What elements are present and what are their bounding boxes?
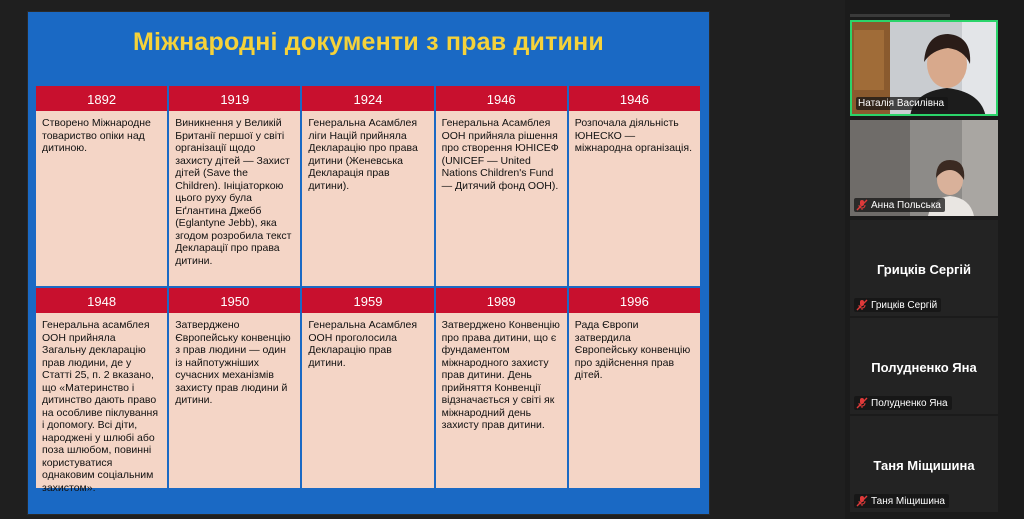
timeline-cell: [436, 86, 567, 286]
timeline-year: 1946: [436, 86, 567, 113]
participant-name: Полудненко Яна: [871, 397, 948, 409]
timeline-cell: [569, 86, 700, 286]
participant-tile[interactable]: [850, 416, 998, 512]
participant-name: Таня Міщишина: [871, 495, 945, 507]
timeline-text: Генеральна Асамблея ООН проголосила Декларацію прав дитини.: [308, 319, 418, 369]
participant-name: Наталія Василівна: [858, 98, 945, 109]
timeline-year: 1892: [36, 86, 167, 113]
timeline-year: 1996: [569, 288, 700, 315]
participant-display-name: Грицків Сергій: [876, 262, 972, 277]
timeline-year: 1946: [569, 86, 700, 113]
timeline-year: 1924: [302, 86, 433, 113]
timeline-text: Генеральна Асамблея ліги Націй прийняла Декларацію про права дитини (Женевська Декларація прав дитини).: [308, 117, 418, 192]
timeline-text: Генеральна Асамблея ООН прийняла рішення про створення ЮНІСЕФ (UNICEF — United Nations Children's Fund — Дитячий фонд ООН).: [441, 117, 559, 192]
participant-label: [854, 298, 941, 312]
timeline-text: Виникнення у Великій Британії першої у світі організації щодо захисту дітей — Захист дітей (Save the Children). Ініціаторкою цього руху була Еґлантина Джебб (Eglantyne Jebb), яка згодом розробила текст Декларації про права дитини.: [175, 117, 292, 267]
timeline-year: 1919: [169, 86, 300, 113]
participant-name: Анна Польська: [871, 199, 941, 211]
timeline-text: Розпочала діяльність ЮНЕСКО — міжнародна організація.: [574, 117, 692, 154]
mic-muted-icon: [856, 299, 868, 311]
timeline-cell: [302, 86, 433, 286]
timeline-cell: [36, 288, 167, 494]
participant-label: [856, 97, 948, 110]
timeline-cell: [436, 288, 567, 488]
panel-scroll-indicator[interactable]: [850, 14, 950, 17]
participant-display-name: Таня Міщишина: [873, 458, 975, 473]
participant-label: [854, 396, 952, 410]
mic-muted-icon: [856, 199, 868, 211]
timeline-text: Затверджено Конвенцію про права дитини, що є фундаментом міжнародного захисту прав дитини. День прийняття Конвенції відзначається у світі як міжнародний день захисту прав дитини.: [441, 319, 560, 431]
participant-label: [854, 494, 949, 508]
timeline-year: 1948: [36, 288, 167, 315]
timeline-cell: [569, 288, 700, 488]
timeline-year: 1950: [169, 288, 300, 315]
participant-tile[interactable]: [850, 120, 998, 216]
timeline-cell: [169, 86, 300, 286]
mic-muted-icon: [856, 495, 868, 507]
participant-tile[interactable]: [850, 220, 998, 316]
slide-title: Міжнародні документи з прав дитини: [133, 28, 604, 56]
timeline-text: Генеральна асамблея ООН прийняла Загальну декларацію прав людини, де у Статті 25, п. 2 вказано, що «Материнство і дитинство дають право на особливе піклування і допомогу. Всі діти, народжені у шлюбі або поза шлюбом, повинні користуватися однаковим соціальним захистом».: [42, 319, 159, 494]
timeline-year: 1989: [436, 288, 567, 315]
participant-display-name: Полудненко Яна: [871, 360, 977, 375]
participant-tile[interactable]: [850, 318, 998, 414]
presentation-slide: [27, 11, 710, 515]
timeline-text: Створено Міжнародне товариство опіки над дитиною.: [42, 117, 151, 154]
participant-tile[interactable]: [850, 20, 998, 116]
timeline-cell: [169, 288, 300, 488]
timeline-text: Рада Європи затвердила Європейську конвенцію про здійснення прав дітей.: [574, 319, 691, 381]
timeline-cell: [36, 86, 167, 286]
timeline-year: 1959: [302, 288, 433, 315]
timeline-cell: [302, 288, 433, 488]
mic-muted-icon: [856, 397, 868, 409]
timeline-text: Затверджено Європейську конвенцію з прав людини — один із найпотужніших сучасних механізмів захисту прав людини й дитини.: [175, 319, 291, 406]
timeline-table: [36, 86, 700, 494]
participant-name: Грицків Сергій: [871, 299, 938, 311]
participant-label: [854, 198, 945, 212]
